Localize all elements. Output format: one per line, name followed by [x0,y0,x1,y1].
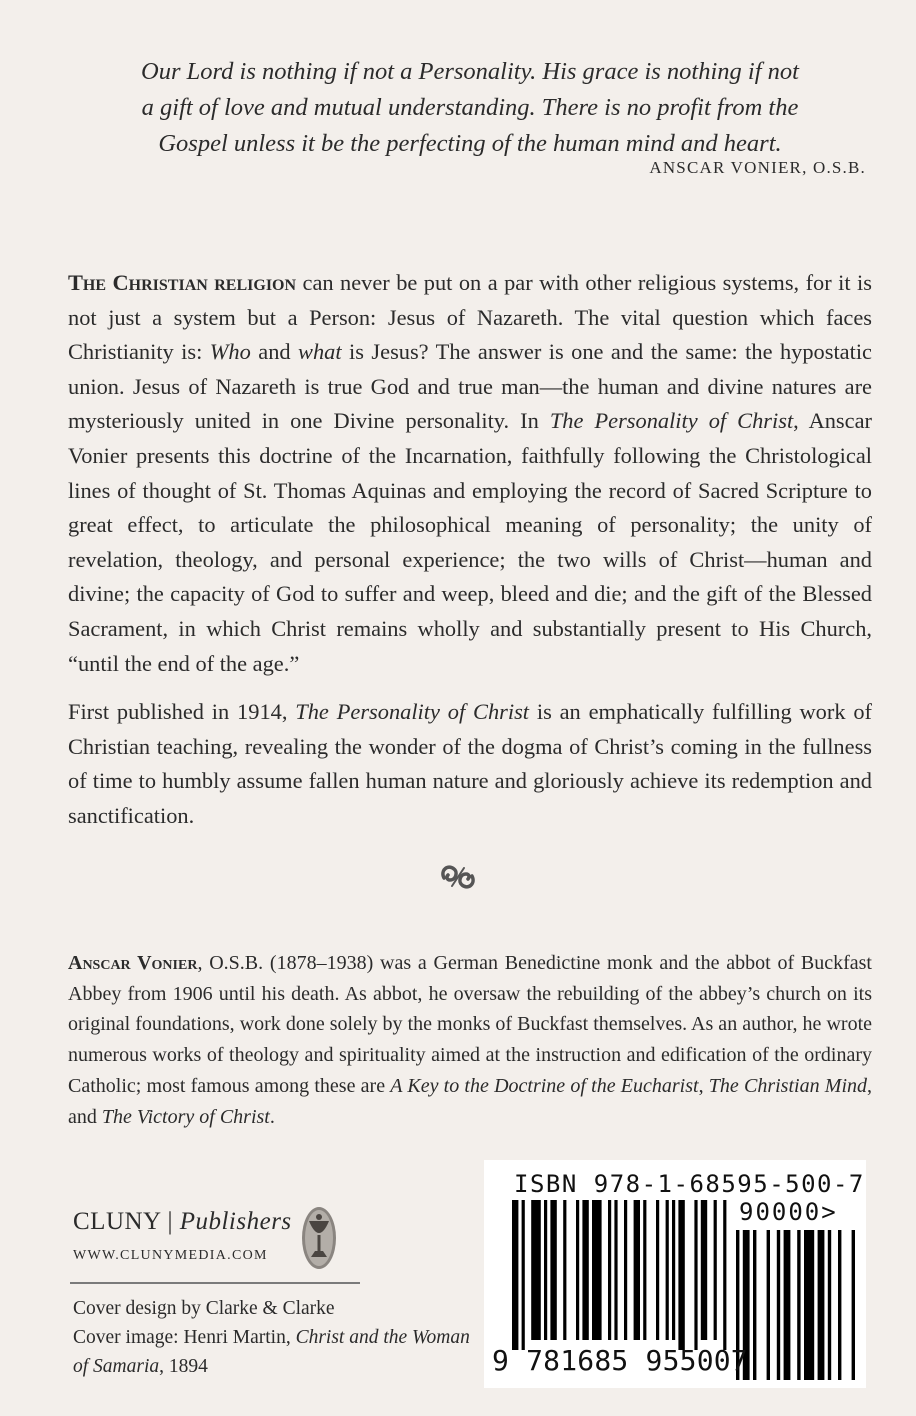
barcode-bar [643,1200,646,1340]
barcode-bar [767,1230,770,1380]
text: is an emphatically fulfilling work of Christian teaching, revealing the wonder of the dogma of Christ’s coming in the fullness of time to humbly assume fallen human nature and gloriously achieve its redemption and sanctification. [68,699,872,828]
barcode-bar [852,1230,855,1380]
barcode-bar [656,1200,659,1340]
price-code: 90000> [739,1198,838,1226]
barcode-bar [544,1200,547,1340]
text: First published in 1914, [68,699,296,725]
barcode-bar [672,1200,675,1340]
book-description [68,266,872,848]
ean-digits: 9 781685 955007 [492,1344,748,1377]
text: , 1894 [159,1356,208,1377]
barcode-bar [608,1200,611,1340]
barcode-bar [512,1200,518,1350]
text: , and [68,1074,873,1128]
barcode-bar [784,1230,791,1380]
emphasis: Who [209,339,251,365]
book-title: A Key to the Doctrine of the Eucharist [390,1074,699,1097]
barcode-bar [531,1200,541,1340]
epigraph-line: Our Lord is nothing if not a Personality. His grace is nothing if not [141,58,799,85]
barcode-bar [701,1200,707,1340]
barcode-bar [838,1230,841,1380]
publisher-brand: CLUNY [73,1208,161,1235]
book-title: The Christian Mind [708,1074,868,1097]
barcode-bar [666,1200,669,1340]
author-bio [68,948,872,1132]
text: and [250,339,299,365]
epigraph [100,54,840,162]
publisher-name [73,1208,292,1236]
chalice-seal-icon [300,1205,338,1271]
text: Cover image: Henri Martin, [73,1327,296,1348]
barcode-bar [550,1200,556,1340]
text: , O.S.B. (1878–1938) was a German Benedictine monk and the abbot of Buckfast Abbey from 1906 until his death. As abbot, he oversaw the rebuilding of the abbey’s church on its original foundations, work done solely by the monks of Buckfast themselves. As an author, he wrote numerous works of theology and spirituality aimed at the instruction and edification of the ordinary Catholic; most famous among these are [68,952,872,1097]
barcode-bar [828,1230,831,1380]
barcode-bar [678,1200,684,1350]
barcode-bar [592,1200,602,1340]
fleuron-ornament-icon [438,860,478,894]
barcode-bar [563,1200,566,1340]
emphasis: what [298,339,342,365]
barcode-bar [804,1230,814,1380]
text: . [269,1105,275,1128]
barcode-bar [714,1200,717,1340]
publisher-suffix: Publishers [179,1208,292,1235]
epigraph-line: Gospel unless it be the perfecting of the human mind and heart. [158,130,782,157]
cover-design-credit: Cover design by Clarke & Clarke [73,1298,335,1319]
text: is Jesus? The answer is one and the same: the hypostatic union. Jesus of Nazareth is true God and true man—the human and divine natures are mysteriously united in one Divine personality. In [68,339,872,434]
epigraph-line: a gift of love and mutual understanding. There is no profit from the [141,94,799,121]
barcode-bar [576,1200,579,1340]
barcode-bar [818,1230,825,1380]
description-paragraph [68,266,872,681]
barcode-bar [797,1230,800,1380]
artwork-title: Christ and the Woman of Samaria [73,1327,470,1377]
barcode-bar [582,1200,588,1340]
isbn-label: ISBN 978-1-68595-500-7 [514,1170,865,1198]
barcode-panel [484,1160,866,1388]
cover-credits [73,1294,473,1381]
barcode-bar [624,1200,627,1340]
barcode-bar [723,1200,726,1350]
epigraph-attribution: ANSCAR VONIER, O.S.B. [649,158,866,177]
barcode-bar [634,1200,640,1340]
barcode-bar [777,1230,780,1380]
lead-in: The Christian religion [68,270,297,295]
bio-paragraph [68,948,872,1132]
book-title: The Personality of Christ [295,699,530,725]
text: , Anscar Vonier presents this doctrine of the Incarnation, faithfully following the Christological lines of thought of St. Thomas Aquinas and employing the record of Sacred Scripture to great effect, to articulate the philosophical meaning of personality; the unity of revelation, theology, and personal experience; the two wills of Christ—human and divine; the capacity of God to suffer and weep, bleed and die; and the gift of the Blessed Sacrament, in which Christ remains wholly and substantially present to His Church, “until the end of the age.” [68,408,872,676]
publisher-url: WWW.CLUNYMEDIA.COM [73,1248,268,1263]
cover-image-credit [73,1323,473,1381]
description-paragraph [68,695,872,833]
barcode-bar [753,1230,756,1380]
publisher-divider: | [160,1208,180,1235]
book-title: The Personality of Christ [549,408,794,434]
book-title: The Victory of Christ [101,1105,270,1128]
barcode-bar [522,1200,525,1350]
barcode-bar [614,1200,617,1340]
barcode-bar [694,1200,697,1350]
text: , [698,1074,709,1097]
divider-rule [70,1282,360,1284]
text: can never be put on a par with other religious systems, for it is not just a system but a Person: Jesus of Nazareth. The vital question which faces Christianity is: [68,270,872,365]
author-name: Anscar Vonier [68,952,198,974]
